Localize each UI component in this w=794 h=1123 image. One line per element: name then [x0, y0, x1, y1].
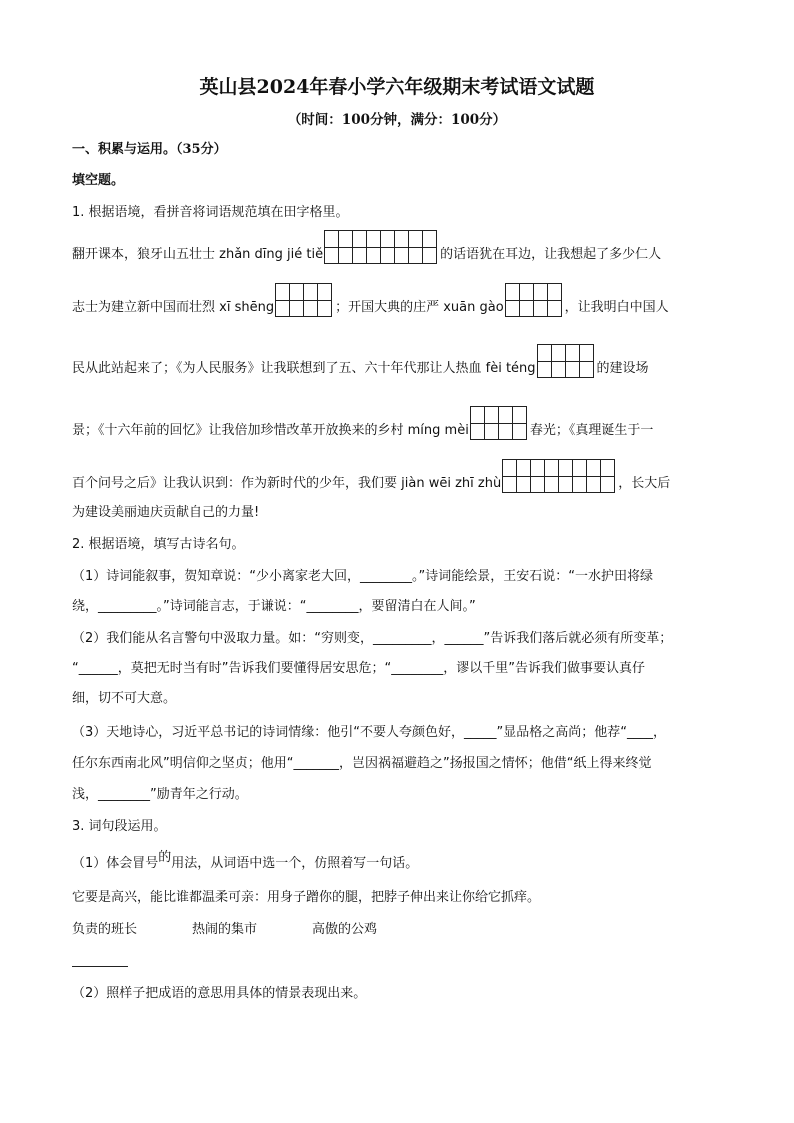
tianzige-grid[interactable] — [502, 459, 617, 493]
section-subheading: 填空题。 — [72, 173, 125, 188]
tianzige-grid[interactable] — [470, 406, 529, 440]
q3-part2: （2）照样子把成语的意思用具体的情景表现出来。 — [72, 986, 367, 1001]
q3-text: （1）体会冒号 — [72, 856, 159, 871]
tianzige-grid[interactable] — [324, 230, 439, 264]
exam-title: 英山县2024年春小学六年级期末考试语文试题 — [199, 76, 595, 98]
q2-text: （1）诗词能叙事，贺知章说：“少小离家老大回，________。”诗词能绘景，王安石说：“一水护田将绿 — [72, 569, 653, 584]
q2-text: （3）天地诗心，习近平总书记的诗词情缘：他引“不要人夸颜色好，_____”显品格之高尚；他荐“____， — [72, 725, 666, 740]
q2-text: “______，莫把无时当有时”告诉我们要懂得居安思危；“________，谬以千里”告诉我们做事要认真仔 — [72, 661, 645, 676]
tianzige-grid[interactable] — [537, 344, 596, 378]
q3-superscript: 的 — [158, 850, 172, 865]
q1-text: 景；《十六年前的回忆》让我倍加珍惜改革开放换来的乡村 míng mèi — [72, 423, 469, 438]
exam-subtitle: （时间：100分钟，满分：100分） — [287, 112, 507, 128]
q3-options — [72, 921, 377, 939]
q1-line-6: 为建设美丽迪庆贡献自己的力量! — [72, 505, 260, 520]
q2-text: 任尔东西南北风”明信仰之坚贞；他用“_______，岂因祸福避趋之”扬报国之情怀；他借“纸上得来终觉 — [72, 756, 652, 771]
q1-text: 春光；《真理诞生于一 — [529, 423, 654, 438]
q1-text: ；开国大典的庄严 xuān gào — [335, 300, 504, 315]
q1-stem: 1. 根据语境，看拼音将词语规范填在田字格里。 — [72, 205, 349, 220]
q1-text: 的建设场 — [596, 361, 649, 376]
q1-text: ，让我明白中国人 — [564, 300, 669, 315]
q1-text: 翻开课本，狼牙山五壮士 zhǎn dīng jié tiě — [72, 247, 324, 262]
q1-text: 志士为建立新中国而壮烈 xī shēng — [72, 300, 275, 315]
q1-line-4 — [72, 406, 653, 440]
q1-line-5 — [72, 459, 670, 493]
q2-text: 绕，_________。”诗词能言志，于谦说：“________，要留清白在人间。” — [72, 599, 476, 614]
tianzige-grid[interactable] — [275, 283, 334, 317]
q2-text: 浅，________”励青年之行动。 — [72, 787, 248, 802]
q1-line-2 — [72, 283, 669, 317]
q3-option: 负责的班长 — [72, 922, 138, 937]
q2-text: （2）我们能从名言警句中汲取力量。如：“穷则变，_________，______”告诉我们落后就必须有所变革； — [72, 631, 673, 646]
q2-stem: 2. 根据语境，填写古诗名句。 — [72, 537, 245, 552]
q2-text: 细，切不可大意。 — [72, 691, 177, 706]
q3-option: 热闹的集市 — [192, 922, 258, 937]
q1-text: 的话语犹在耳边，让我想起了多少仁人 — [440, 247, 662, 262]
q1-text: ，长大后 — [618, 476, 671, 491]
q3-text: 用法，从词语中选一个，仿照着写一句话。 — [171, 856, 419, 871]
q3-option: 高傲的公鸡 — [312, 922, 378, 937]
q1-line-1 — [72, 230, 661, 268]
q3-example: 它要是高兴，能比谁都温柔可亲：用身子蹭你的腿，把脖子伸出来让你给它抓痒。 — [72, 890, 541, 905]
tianzige-grid[interactable] — [505, 283, 564, 317]
q1-text: 民从此站起来了；《为人民服务》让我联想到了五、六十年代那让人热血 fèi téng — [72, 361, 536, 376]
q1-text: 百个问号之后》让我认识到：作为新时代的少年，我们要 jiàn wēi zhī zhù — [72, 476, 502, 491]
answer-blank[interactable] — [72, 966, 128, 967]
q3-stem: 3. 词句段运用。 — [72, 819, 167, 834]
section-heading: 一、积累与运用。（35分） — [72, 142, 227, 157]
q3-part1 — [72, 850, 419, 873]
q1-line-3 — [72, 344, 649, 378]
